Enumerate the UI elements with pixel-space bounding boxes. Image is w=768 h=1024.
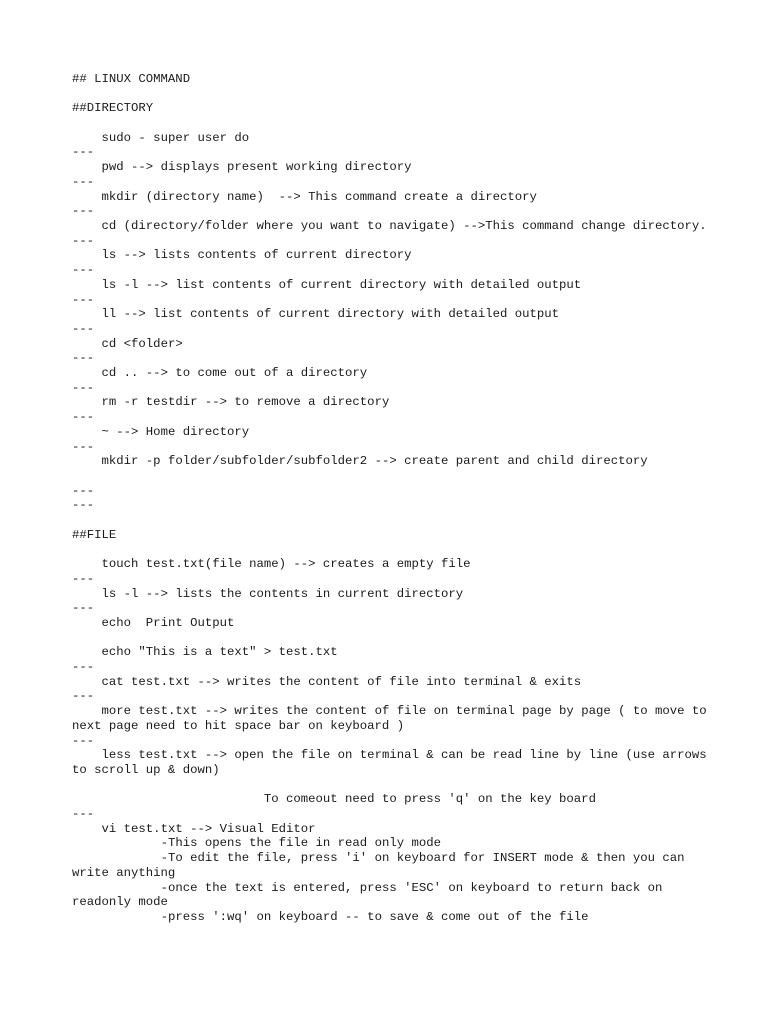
document-line: [72, 513, 708, 528]
document-line: -press ':wq' on keyboard -- to save & come out of the file: [72, 909, 589, 924]
document-line: cd (directory/folder where you want to navigate) -->This command change directory.: [72, 219, 707, 233]
document-line: ---: [72, 263, 95, 278]
document-line: mkdir -p folder/subfolder/subfolder2 --> create parent and child directory: [72, 454, 648, 469]
document-line: ---: [72, 601, 95, 616]
document-line: ## LINUX COMMAND: [72, 72, 191, 86]
document-line: ---: [72, 321, 95, 336]
document-line: rm -r testdir --> to remove a directory: [72, 395, 390, 410]
document-line: ls -l --> lists the contents in current directory: [72, 586, 464, 601]
document-line: ---: [72, 145, 95, 160]
document-line: -once the text is entered, press 'ESC' on keyboard to return back on readonly mode: [72, 880, 670, 910]
document-line: ---: [72, 351, 95, 366]
document-line: -To edit the file, press 'i' on keyboard for INSERT mode & then you can write anything: [72, 851, 692, 880]
document-line: ---: [72, 660, 95, 675]
document-line: more test.txt --> writes the content of file on terminal page by page ( to move to next page need to hit space bar on keyboard ): [72, 704, 715, 733]
document-line: ~ --> Home directory: [72, 424, 250, 439]
document-line: [72, 542, 708, 557]
document-line: ---: [72, 498, 95, 513]
document-line: ##DIRECTORY: [72, 101, 154, 116]
document-line: ---: [72, 204, 95, 219]
document-line: ---: [72, 233, 95, 248]
document-line: ---: [72, 807, 95, 822]
document-line: echo "This is a text" > test.txt: [72, 645, 338, 660]
document-line: [72, 116, 708, 131]
document-line: [72, 469, 708, 484]
document-line: ---: [72, 571, 95, 586]
document-line: cat test.txt --> writes the content of file into terminal & exits: [72, 674, 582, 689]
document-line: ---: [72, 410, 95, 425]
document-line: ll --> list contents of current directory with detailed output: [72, 307, 560, 322]
document-line: ---: [72, 380, 95, 395]
document-line: mkdir (directory name) --> This command create a directory: [72, 189, 537, 204]
document-line: To comeout need to press 'q' on the key board: [72, 792, 596, 807]
document-line: touch test.txt(file name) --> creates a empty file: [72, 557, 471, 572]
document-line: less test.txt --> open the file on terminal & can be read line by line (use arrows to scroll up & down): [72, 748, 715, 777]
document-line: ---: [72, 483, 95, 498]
document-line: -This opens the file in read only mode: [72, 836, 441, 851]
document-line: ##FILE: [72, 527, 117, 542]
document-line: vi test.txt --> Visual Editor: [72, 821, 316, 836]
document-line: [72, 87, 708, 102]
document-line: ls -l --> list contents of current directory with detailed output: [72, 277, 582, 292]
document-line: [72, 778, 708, 793]
document-line: ls --> lists contents of current directory: [72, 248, 412, 263]
document-line: ---: [72, 689, 95, 704]
document-line: ---: [72, 292, 95, 307]
document-line: ---: [72, 174, 95, 189]
document-line: ---: [72, 439, 95, 454]
document-line: pwd --> displays present working directory: [72, 160, 412, 175]
document-line: echo Print Output: [72, 615, 235, 630]
document-line: ---: [72, 733, 95, 748]
document-line: cd <folder>: [72, 336, 183, 351]
document-line: sudo - super user do: [72, 130, 250, 145]
document-line: [72, 631, 708, 646]
document-body: [72, 72, 715, 925]
document-line: cd .. --> to come out of a directory: [72, 366, 368, 381]
